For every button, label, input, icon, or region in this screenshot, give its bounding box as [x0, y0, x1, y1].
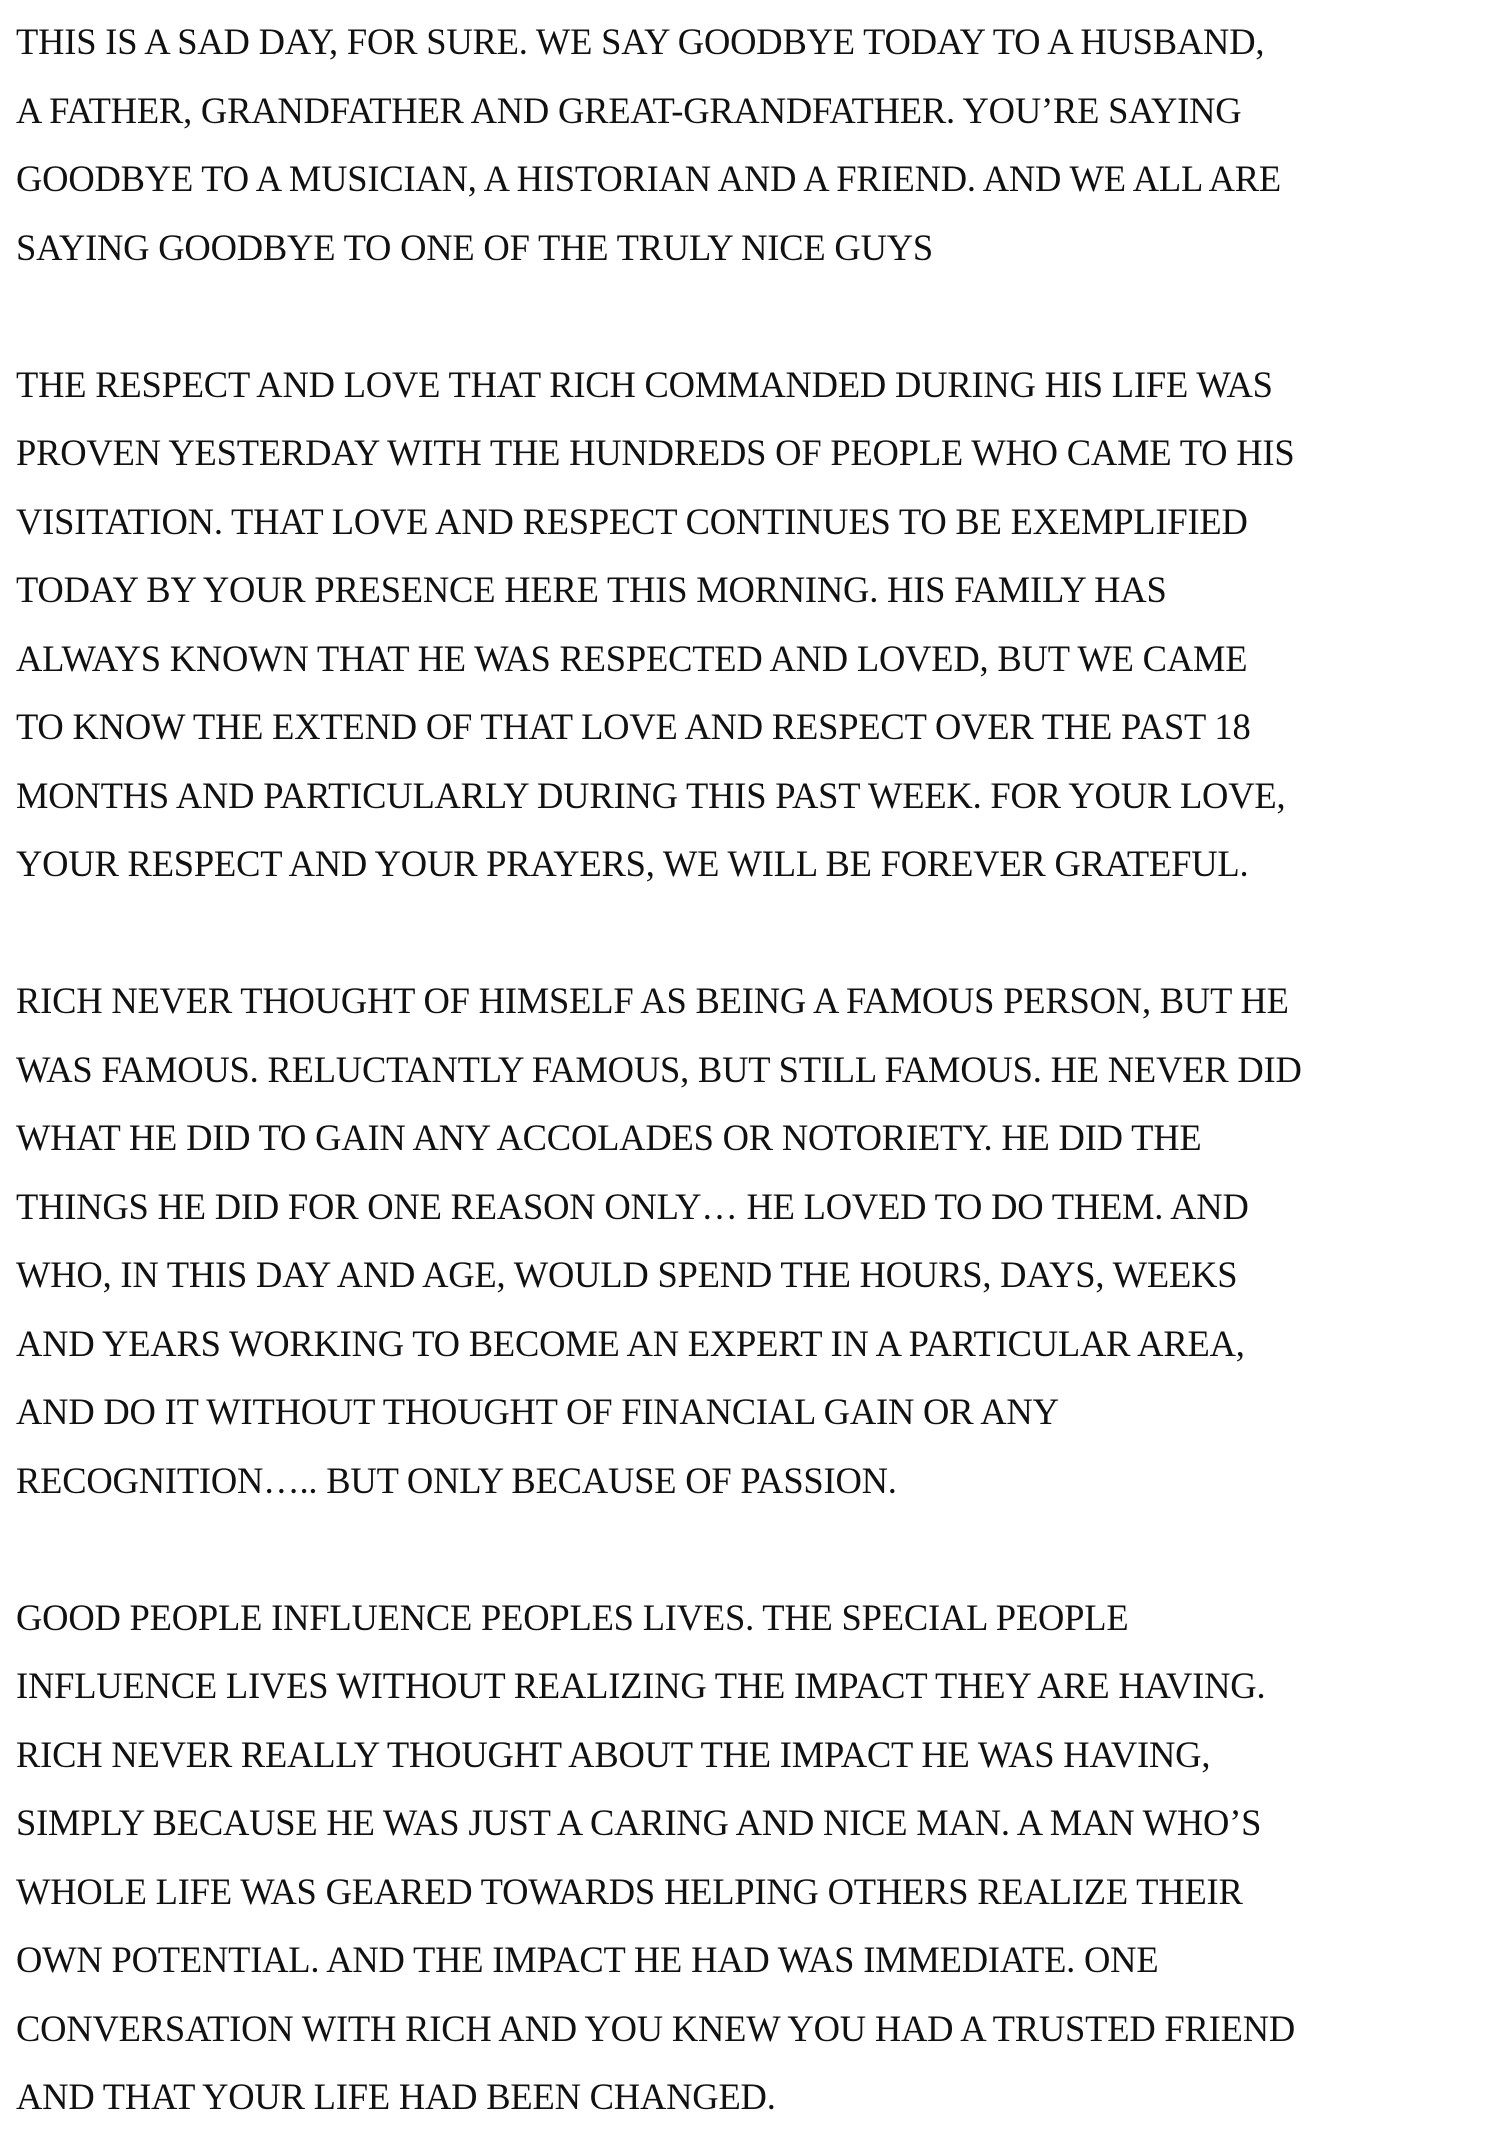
text-line: RECOGNITION….. BUT ONLY BECAUSE OF PASSION.	[16, 1459, 897, 1501]
text-line: THINGS HE DID FOR ONE REASON ONLY… HE LOVED TO DO THEM. AND	[16, 1185, 1249, 1227]
text-line: ALWAYS KNOWN THAT HE WAS RESPECTED AND LOVED, BUT WE CAME	[16, 637, 1248, 679]
text-line: PROVEN YESTERDAY WITH THE HUNDREDS OF PEOPLE WHO CAME TO HIS	[16, 432, 1295, 473]
paragraph-3	[16, 967, 1486, 1515]
text-line: WHOLE LIFE WAS GEARED TOWARDS HELPING OTHERS REALIZE THEIR	[16, 1870, 1243, 1912]
text-line: VISITATION. THAT LOVE AND RESPECT CONTINUES TO BE EXEMPLIFIED	[16, 500, 1248, 542]
paragraph-spacer	[16, 282, 1486, 351]
text-line: CONVERSATION WITH RICH AND YOU KNEW YOU HAD A TRUSTED FRIEND	[16, 2007, 1296, 2049]
text-line: MONTHS AND PARTICULARLY DURING THIS PAST WEEK. FOR YOUR LOVE,	[16, 774, 1286, 816]
text-line: RICH NEVER THOUGHT OF HIMSELF AS BEING A FAMOUS PERSON, BUT HE	[16, 980, 1289, 1021]
text-line: AND THAT YOUR LIFE HAD BEEN CHANGED.	[16, 2076, 776, 2117]
text-line: YOUR RESPECT AND YOUR PRAYERS, WE WILL BE FOREVER GRATEFUL.	[16, 843, 1249, 884]
paragraph-spacer	[16, 1515, 1486, 1584]
text-line: AND DO IT WITHOUT THOUGHT OF FINANCIAL GAIN OR ANY	[16, 1391, 1059, 1432]
text-line: WAS FAMOUS. RELUCTANTLY FAMOUS, BUT STILL FAMOUS. HE NEVER DID	[16, 1048, 1302, 1090]
text-line: GOOD PEOPLE INFLUENCE PEOPLES LIVES. THE SPECIAL PEOPLE	[16, 1596, 1129, 1638]
paragraph-4	[16, 1584, 1486, 2132]
text-line: SAYING GOODBYE TO ONE OF THE TRULY NICE GUYS	[16, 226, 933, 268]
text-line: OWN POTENTIAL. AND THE IMPACT HE HAD WAS IMMEDIATE. ONE	[16, 1939, 1159, 1980]
text-line: THIS IS A SAD DAY, FOR SURE. WE SAY GOODBYE TODAY TO A HUSBAND,	[16, 21, 1265, 62]
text-line: THE RESPECT AND LOVE THAT RICH COMMANDED DURING HIS LIFE WAS	[16, 363, 1273, 405]
text-line: TO KNOW THE EXTEND OF THAT LOVE AND RESPECT OVER THE PAST 18	[16, 706, 1251, 747]
paragraph-1	[16, 8, 1486, 282]
text-line: WHAT HE DID TO GAIN ANY ACCOLADES OR NOTORIETY. HE DID THE	[16, 1117, 1202, 1158]
text-line: SIMPLY BECAUSE HE WAS JUST A CARING AND NICE MAN. A MAN WHO’S	[16, 1802, 1262, 1843]
text-line: RICH NEVER REALLY THOUGHT ABOUT THE IMPACT HE WAS HAVING,	[16, 1733, 1211, 1775]
paragraph-2	[16, 351, 1486, 899]
text-line: WHO, IN THIS DAY AND AGE, WOULD SPEND THE HOURS, DAYS, WEEKS	[16, 1254, 1238, 1295]
document-body	[16, 8, 1486, 2132]
text-line: A FATHER, GRANDFATHER AND GREAT-GRANDFATHER. YOU’RE SAYING	[16, 89, 1242, 131]
text-line: INFLUENCE LIVES WITHOUT REALIZING THE IMPACT THEY ARE HAVING.	[16, 1665, 1266, 1706]
text-line: TODAY BY YOUR PRESENCE HERE THIS MORNING. HIS FAMILY HAS	[16, 569, 1167, 610]
paragraph-spacer	[16, 899, 1486, 968]
text-line: GOODBYE TO A MUSICIAN, A HISTORIAN AND A FRIEND. AND WE ALL ARE	[16, 158, 1282, 199]
text-line: AND YEARS WORKING TO BECOME AN EXPERT IN A PARTICULAR AREA,	[16, 1322, 1245, 1364]
